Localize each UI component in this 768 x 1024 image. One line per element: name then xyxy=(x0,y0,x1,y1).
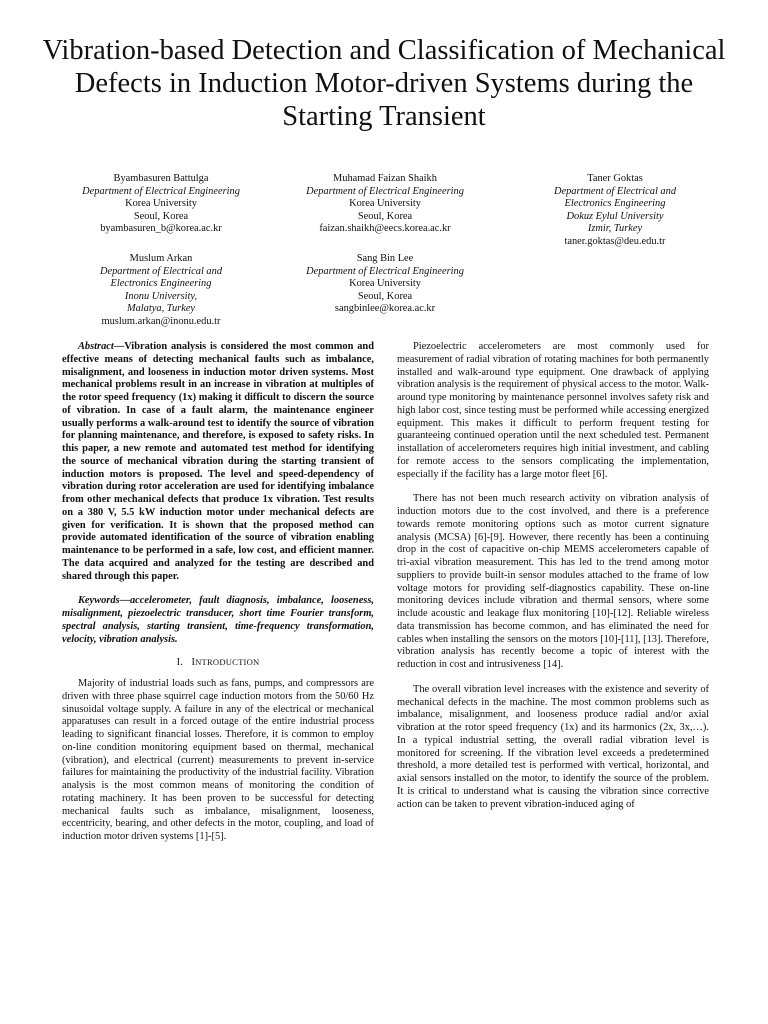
author-affiliation: Department of Electrical and xyxy=(553,185,677,197)
author-email: muslum.arkan@inonu.edu.tr xyxy=(101,315,221,327)
author-block-1 xyxy=(46,173,276,236)
author-university: Korea University xyxy=(349,278,421,290)
author-email: byambasuren_b@korea.ac.kr xyxy=(100,223,222,235)
body-paragraph: There has not been much research activity on vibration analysis of induction motors due to the cost involved, and there is a preference towards remote monitoring options such as motor current signature analysis (MCSA) [6]-[9]. However, there recently has been a continuing drop in the cost of capacitive on-chip MEMS accelerometers capable of tri-axial vibration measurement. This has led to the trend among motor suppliers to provide built-in sensor modules attached to the frame of low voltage motors for providing self-diagnostics capability. These on-line monitoring devices include vibration and thermal sensors, where some include acoustic and leakage flux monitoring [10]-[12]. Reliable wireless data transmission has become common, and has eliminated the need for cables when installing the sensors on the motors [10]-[11], [13]. Therefore, vibration analysis has recently become a topic of interest with the reduction in cost and intrusiveness [14]. xyxy=(397,493,709,670)
author-location: Malatya, Turkey xyxy=(126,303,196,315)
author-university: Korea University xyxy=(125,198,197,210)
intro-paragraph: Majority of industrial loads such as fans, pumps, and compressors are driven with three phase squirrel cage induction motors from the 50/60 Hz sinusoidal voltage supply. A failure in any of the electrical or mechanical apparatuses can result in a forced outage of the entire industrial process leading to significant financial losses. Therefore, it is common to employ on-line condition monitoring equipment based on thermal, mechanical (vibration), and electrical (current) measurements to prevent in-service failures for maintaining the productivity of the industrial facility. Vibration analysis is the most common means of monitoring the condition of rotating machinery. It has been proven to be successful for detecting mechanical faults such as imbalance, misalignment, looseness, eccentricity, bearing, and other defects in the motor, coupling, and load of induction motor driven systems [1]-[5]. xyxy=(62,678,374,842)
author-email: sangbinlee@korea.ac.kr xyxy=(334,303,436,315)
author-name: Sang Bin Lee xyxy=(356,253,414,264)
author-name: Muslum Arkan xyxy=(129,253,193,264)
author-location: Izmir, Turkey xyxy=(587,223,643,235)
author-email: taner.goktas@deu.edu.tr xyxy=(564,235,666,247)
keywords: Keywords—accelerometer, fault diagnosis, imbalance, looseness, misalignment, piezoelectric transducer, short time Fourier transform, spectral analysis, starting transient, time-frequency transformation, velocity, vibration analysis. xyxy=(62,595,374,645)
author-location: Seoul, Korea xyxy=(357,210,413,222)
body-paragraph: The overall vibration level increases with the existence and severity of mechanical defects in the machine. The most common problems such as imbalance, misalignment, and looseness produce radial and/or axial vibration at the rotor speed frequency (1x) and its harmonics (2x, 3x,…). In a typical industrial setting, the overall radial vibration level is monitored for screening. If the vibration level exceeds a predetermined threshold, a more detailed test is performed with vertical, horizontal, and axial sensors installed on the motor, to identify the source of the problem. It is critical to understand what is causing the vibration since corrective action can be taken to prevent vibration-induced aging of xyxy=(397,683,709,810)
author-affiliation: Department of Electrical Engineering xyxy=(82,185,240,197)
author-block-5 xyxy=(270,253,500,316)
author-affiliation: Department of Electrical and xyxy=(99,265,223,277)
author-name: Muhamad Faizan Shaikh xyxy=(333,173,437,184)
abstract-label: Abstract xyxy=(78,341,114,352)
author-affiliation: Department of Electrical Engineering xyxy=(306,265,464,277)
abstract xyxy=(62,341,374,583)
author-block-4 xyxy=(46,253,276,329)
author-email: faizan.shaikh@eecs.korea.ac.kr xyxy=(319,223,451,235)
author-location: Seoul, Korea xyxy=(357,290,413,302)
author-affiliation: Electronics Engineering xyxy=(564,198,666,210)
right-column xyxy=(397,341,709,823)
author-affiliation: Electronics Engineering xyxy=(110,278,212,290)
section-heading-introduction xyxy=(62,656,374,670)
paper-title: Vibration-based Detection and Classification of Mechanical Defects in Induction Motor-driven Systems during the Starting Transient xyxy=(42,35,726,132)
author-university: Korea University xyxy=(349,198,421,210)
body-paragraph: Piezoelectric accelerometers are most commonly used for measurement of radial vibration of rotating machines for both permanently installed and walk-around type equipment. One drawback of applying vibration analysis is the requirement of physical access to the motor. Walk-around type monitoring by maintenance personnel involves safety risk and high labor cost, since testing must be performed while accessing energized equipment. This makes it difficult to perform frequent testing for guaranteeing continued operation until the next scheduled test. Permanent installation of accelerometers requires high initial investment, and cabling for remote access to the sensors complicating the implementation, especially if the facility has a large motor fleet [6]. xyxy=(397,341,709,480)
author-name: Taner Goktas xyxy=(587,173,643,184)
left-column xyxy=(62,341,374,856)
author-block-3 xyxy=(500,173,730,249)
author-block-2 xyxy=(270,173,500,236)
section-title-rest: NTRODUCTION xyxy=(195,657,260,668)
abstract-text: —Vibration analysis is considered the most common and effective means of detecting mechanical faults such as imbalance, misalignment, and looseness in induction motor driven systems. Most mechanical problems result in an increase in vibration at multiples of the rotor speed frequency (1x) making it difficult to discern the source of vibration. In case of a fault alarm, the maintenance engineer usually performs a walk-around test to identify the source of vibration for planning maintenance, and therefore, is exposed to safety risks. In this paper, a new remote and automated test method for identifying the source of mechanical vibration during the starting transient of induction motors is proposed. The level and speed-dependency of vibration during rotor acceleration are used for identifying imbalance from other mechanical defects that produce 1x vibration. Test results on a 380 V, 5.5 kW induction motor under mechanical defects are given for verification. It is shown that the proposed method can provide automated identification of the source of vibration enabling maintenance to be performed in a safe, low cost, and efficient manner. The data acquired and analyzed for the testing are described and shared through this paper. xyxy=(62,341,374,582)
section-title-first: I xyxy=(191,657,196,669)
author-university: Dokuz Eylul University xyxy=(566,210,664,222)
author-name: Byambasuren Battulga xyxy=(113,173,209,184)
author-university: Inonu University, xyxy=(124,290,198,302)
section-number: I. xyxy=(176,657,184,669)
author-affiliation: Department of Electrical Engineering xyxy=(306,185,464,197)
author-location: Seoul, Korea xyxy=(133,210,189,222)
